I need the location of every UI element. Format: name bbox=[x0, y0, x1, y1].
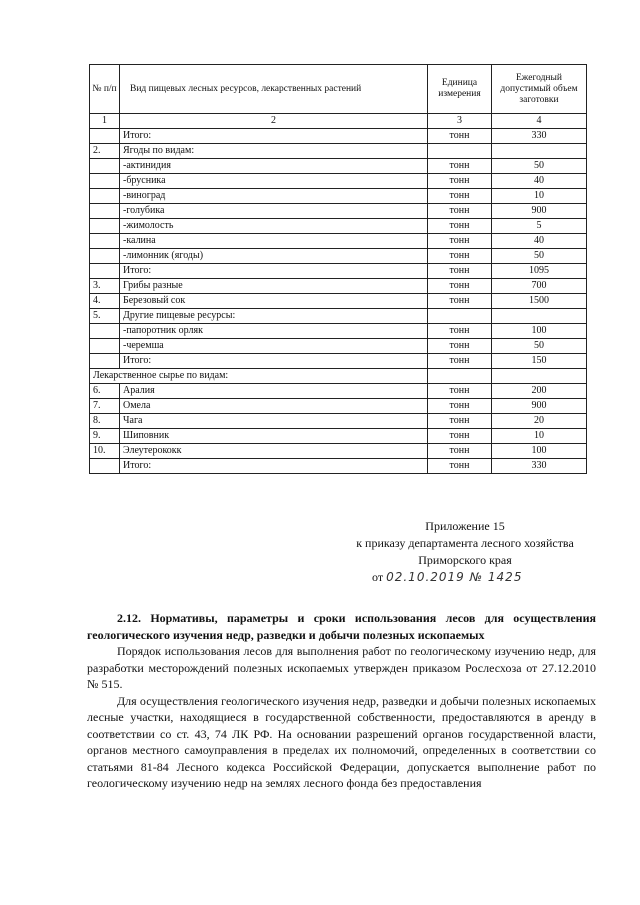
unit-cell: тонн bbox=[428, 414, 492, 429]
row-number-cell bbox=[90, 264, 120, 279]
table-row bbox=[90, 369, 587, 384]
volume-cell bbox=[492, 369, 587, 384]
volume-cell: 330 bbox=[492, 129, 587, 144]
resource-name-cell: -калина bbox=[120, 234, 428, 249]
row-number-cell bbox=[90, 324, 120, 339]
row-number-cell: 4. bbox=[90, 294, 120, 309]
appendix-reference bbox=[330, 518, 600, 586]
row-number-cell: 10. bbox=[90, 444, 120, 459]
appendix-region-line: Приморского края bbox=[418, 553, 512, 567]
unit-cell: тонн bbox=[428, 219, 492, 234]
unit-cell: тонн bbox=[428, 459, 492, 474]
table-row bbox=[90, 429, 587, 444]
table-column-numbers-row bbox=[90, 114, 587, 129]
resource-name-cell: Чага bbox=[120, 414, 428, 429]
table-row bbox=[90, 309, 587, 324]
table-body bbox=[90, 129, 587, 474]
volume-cell: 20 bbox=[492, 414, 587, 429]
table-row bbox=[90, 384, 587, 399]
row-number-cell: 7. bbox=[90, 399, 120, 414]
section-label-cell: Лекарственное сырье по видам: bbox=[90, 369, 428, 384]
volume-cell: 200 bbox=[492, 384, 587, 399]
table-row bbox=[90, 294, 587, 309]
volume-cell: 40 bbox=[492, 234, 587, 249]
section-2-12 bbox=[87, 610, 596, 792]
resource-name-cell: -виноград bbox=[120, 189, 428, 204]
unit-cell: тонн bbox=[428, 429, 492, 444]
volume-cell: 10 bbox=[492, 429, 587, 444]
unit-cell: тонн bbox=[428, 159, 492, 174]
resource-name-cell: -лимонник (ягоды) bbox=[120, 249, 428, 264]
appendix-date-line bbox=[330, 569, 600, 586]
table-row bbox=[90, 204, 587, 219]
appendix-title: Приложение 15 bbox=[425, 519, 505, 533]
table-row bbox=[90, 414, 587, 429]
volume-cell bbox=[492, 309, 587, 324]
header-annual-volume: Ежегодный допустимый объем заготовки bbox=[492, 65, 587, 114]
unit-cell: тонн bbox=[428, 204, 492, 219]
volume-cell: 150 bbox=[492, 354, 587, 369]
unit-cell: тонн bbox=[428, 174, 492, 189]
volume-cell: 5 bbox=[492, 219, 587, 234]
volume-cell: 50 bbox=[492, 339, 587, 354]
section-paragraph: Для осуществления геологического изучения недр, разведки и добычи полезных ископаемых лесные участки, находящиеся в государственной собственности, предоставляются в аренду в соответствии со ст. 43, 74 ЛК РФ. На основании разрешений органов государственной власти, органов местного самоуправления в пределах их полномочий, определенных в соответствии со статьями 81-84 Лесного кодекса Российской Федерации, допускается выполнение работ по геологическому изучению недр на землях лесного фонда без предоставления bbox=[87, 693, 596, 790]
table-row bbox=[90, 249, 587, 264]
row-number-cell bbox=[90, 204, 120, 219]
unit-cell: тонн bbox=[428, 249, 492, 264]
row-number-cell bbox=[90, 189, 120, 204]
unit-cell: тонн bbox=[428, 279, 492, 294]
row-number-cell bbox=[90, 219, 120, 234]
row-number-cell bbox=[90, 339, 120, 354]
resource-name-cell: -папоротник орляк bbox=[120, 324, 428, 339]
unit-cell: тонн bbox=[428, 324, 492, 339]
row-number-cell bbox=[90, 459, 120, 474]
unit-cell: тонн bbox=[428, 399, 492, 414]
row-number-cell: 6. bbox=[90, 384, 120, 399]
resource-name-cell: -жимолость bbox=[120, 219, 428, 234]
table-row bbox=[90, 354, 587, 369]
volume-cell: 50 bbox=[492, 159, 587, 174]
resource-name-cell: -голубика bbox=[120, 204, 428, 219]
unit-cell: тонн bbox=[428, 294, 492, 309]
volume-cell: 1500 bbox=[492, 294, 587, 309]
unit-cell: тонн bbox=[428, 264, 492, 279]
volume-cell: 10 bbox=[492, 189, 587, 204]
volume-cell: 700 bbox=[492, 279, 587, 294]
table-row bbox=[90, 144, 587, 159]
unit-cell bbox=[428, 369, 492, 384]
volume-cell bbox=[492, 144, 587, 159]
unit-cell: тонн bbox=[428, 354, 492, 369]
row-number-cell bbox=[90, 249, 120, 264]
volume-cell: 900 bbox=[492, 204, 587, 219]
volume-cell: 100 bbox=[492, 324, 587, 339]
table-row bbox=[90, 219, 587, 234]
column-number: 1 bbox=[90, 114, 120, 129]
table-row bbox=[90, 264, 587, 279]
resource-name-cell: Грибы разные bbox=[120, 279, 428, 294]
row-number-cell bbox=[90, 234, 120, 249]
resource-name-cell: Омела bbox=[120, 399, 428, 414]
table-row bbox=[90, 129, 587, 144]
table-row bbox=[90, 189, 587, 204]
resource-name-cell: Березовый сок bbox=[120, 294, 428, 309]
resource-name-cell: Итого: bbox=[120, 264, 428, 279]
column-number: 4 bbox=[492, 114, 587, 129]
volume-cell: 330 bbox=[492, 459, 587, 474]
unit-cell: тонн bbox=[428, 234, 492, 249]
unit-cell bbox=[428, 309, 492, 324]
resource-name-cell: Шиповник bbox=[120, 429, 428, 444]
resource-name-cell: Аралия bbox=[120, 384, 428, 399]
resource-name-cell: Итого: bbox=[120, 459, 428, 474]
column-number: 2 bbox=[120, 114, 428, 129]
column-number: 3 bbox=[428, 114, 492, 129]
resource-name-cell: Ягоды по видам: bbox=[120, 144, 428, 159]
section-paragraph: Порядок использования лесов для выполнения работ по геологическому изучению недр, для разработки месторождений полезных ископаемых утвержден приказом Рослесхоза от 27.12.2010 № 515. bbox=[87, 644, 596, 691]
row-number-cell: 2. bbox=[90, 144, 120, 159]
handwritten-date-number: 02.10.2019 № 1425 bbox=[386, 570, 523, 584]
volume-cell: 100 bbox=[492, 444, 587, 459]
volume-cell: 900 bbox=[492, 399, 587, 414]
volume-cell: 1095 bbox=[492, 264, 587, 279]
table-row bbox=[90, 159, 587, 174]
unit-cell: тонн bbox=[428, 384, 492, 399]
table-row bbox=[90, 444, 587, 459]
unit-cell: тонн bbox=[428, 339, 492, 354]
row-number-cell bbox=[90, 129, 120, 144]
resource-name-cell: Другие пищевые ресурсы: bbox=[120, 309, 428, 324]
table-row bbox=[90, 174, 587, 189]
unit-cell bbox=[428, 144, 492, 159]
forest-resources-table bbox=[89, 64, 587, 474]
header-unit: Единица измерения bbox=[428, 65, 492, 114]
row-number-cell bbox=[90, 354, 120, 369]
row-number-cell: 8. bbox=[90, 414, 120, 429]
header-resource-type: Вид пищевых лесных ресурсов, лекарственных растений bbox=[120, 65, 428, 114]
header-number: № п/п bbox=[90, 65, 120, 114]
unit-cell: тонн bbox=[428, 129, 492, 144]
resource-name-cell: -актинидия bbox=[120, 159, 428, 174]
date-prefix: от bbox=[372, 570, 384, 584]
resource-name-cell: -брусника bbox=[120, 174, 428, 189]
table-row bbox=[90, 279, 587, 294]
table-row bbox=[90, 324, 587, 339]
section-heading: 2.12. Нормативы, параметры и сроки использования лесов для осуществления геологического изучения недр, разведки и добычи полезных ископаемых bbox=[87, 611, 596, 642]
resource-name-cell: Итого: bbox=[120, 354, 428, 369]
row-number-cell: 5. bbox=[90, 309, 120, 324]
row-number-cell bbox=[90, 159, 120, 174]
volume-cell: 40 bbox=[492, 174, 587, 189]
table-row bbox=[90, 234, 587, 249]
row-number-cell: 9. bbox=[90, 429, 120, 444]
table-row bbox=[90, 459, 587, 474]
row-number-cell bbox=[90, 174, 120, 189]
resource-name-cell: -черемша bbox=[120, 339, 428, 354]
resource-name-cell: Элеутерококк bbox=[120, 444, 428, 459]
appendix-order-line: к приказу департамента лесного хозяйства bbox=[356, 536, 574, 550]
unit-cell: тонн bbox=[428, 444, 492, 459]
unit-cell: тонн bbox=[428, 189, 492, 204]
volume-cell: 50 bbox=[492, 249, 587, 264]
resource-name-cell: Итого: bbox=[120, 129, 428, 144]
row-number-cell: 3. bbox=[90, 279, 120, 294]
table-header-row bbox=[90, 65, 587, 114]
table-row bbox=[90, 399, 587, 414]
table-row bbox=[90, 339, 587, 354]
